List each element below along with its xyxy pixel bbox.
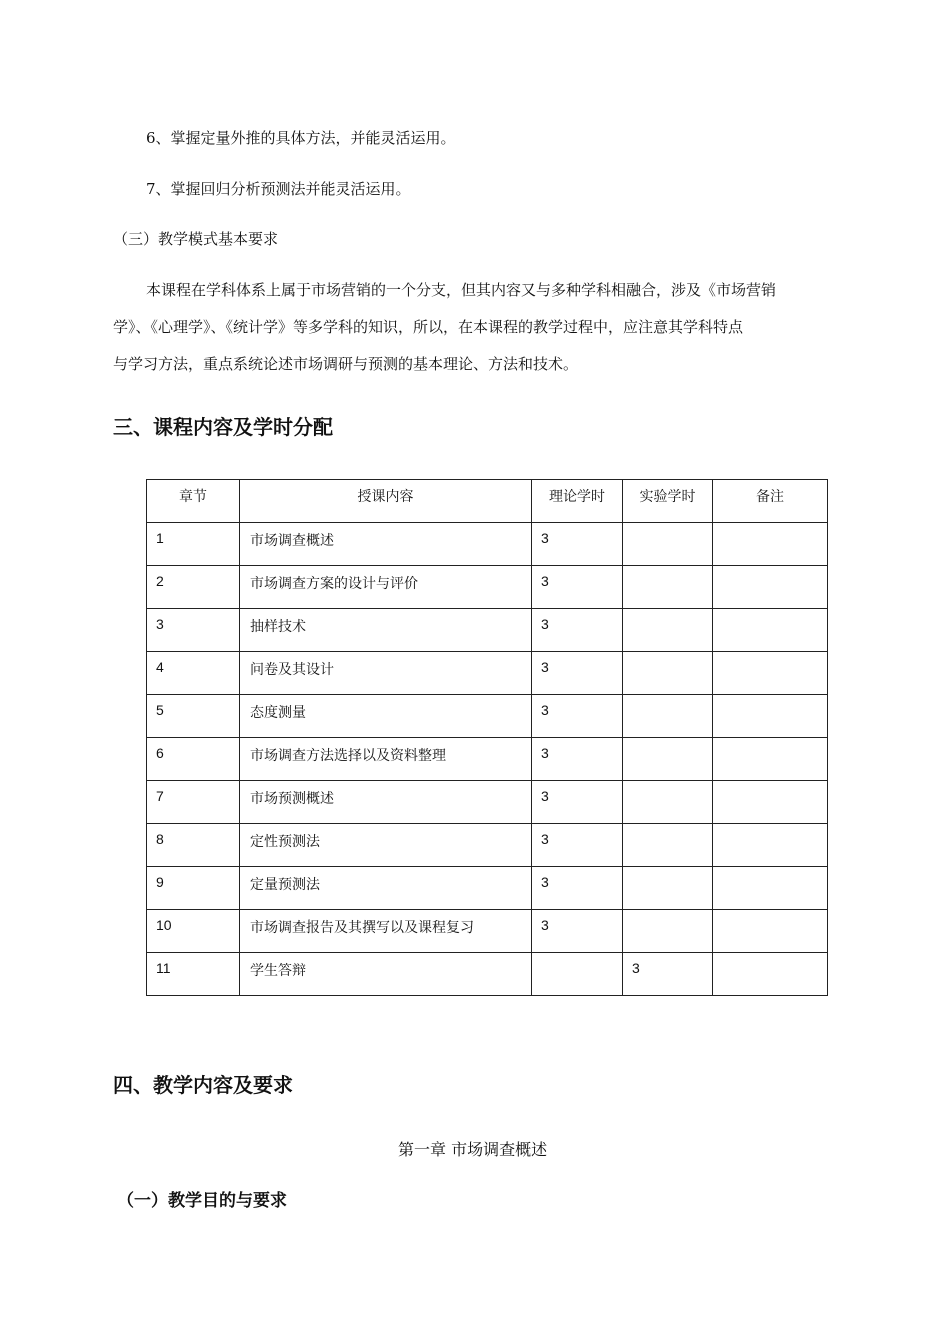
teaching-mode-paragraph-line-1: 本课程在学科体系上属于市场营销的一个分支，但其内容又与多种学科相融合，涉及《市场营销 [146, 281, 777, 299]
cell-theory-hours: 3 [532, 566, 623, 609]
cell-notes [713, 867, 828, 910]
cell-chapter: 5 [147, 695, 240, 738]
cell-lab-hours: 3 [623, 953, 713, 996]
cell-lab-hours [623, 609, 713, 652]
cell-lab-hours [623, 566, 713, 609]
header-lab-hours: 实验学时 [623, 480, 713, 523]
cell-chapter: 3 [147, 609, 240, 652]
cell-chapter: 9 [147, 867, 240, 910]
table-row [147, 824, 828, 867]
cell-chapter: 8 [147, 824, 240, 867]
objective-item-6: 6、掌握定量外推的具体方法，并能灵活运用。 [146, 129, 456, 147]
cell-theory-hours: 3 [532, 609, 623, 652]
cell-chapter: 6 [147, 738, 240, 781]
teaching-objectives-subheading: （一）教学目的与要求 [117, 1191, 287, 1211]
table-row [147, 523, 828, 566]
teaching-mode-paragraph-line-2: 学》、《心理学》、《统计学》等多学科的知识，所以，在本课程的教学过程中，应注意其学科特点 [113, 318, 744, 336]
table-row [147, 738, 828, 781]
header-theory-hours: 理论学时 [532, 480, 623, 523]
cell-lab-hours [623, 523, 713, 566]
cell-content: 市场调查概述 [240, 523, 532, 566]
chapter-1-title: 第一章 市场调查概述 [398, 1140, 548, 1159]
cell-content: 市场预测概述 [240, 781, 532, 824]
cell-notes [713, 609, 828, 652]
cell-lab-hours [623, 867, 713, 910]
table-header-row [147, 480, 828, 523]
cell-lab-hours [623, 910, 713, 953]
cell-theory-hours: 3 [532, 910, 623, 953]
cell-notes [713, 781, 828, 824]
cell-notes [713, 695, 828, 738]
cell-notes [713, 652, 828, 695]
cell-lab-hours [623, 824, 713, 867]
cell-theory-hours: 3 [532, 781, 623, 824]
cell-theory-hours: 3 [532, 652, 623, 695]
cell-content: 定性预测法 [240, 824, 532, 867]
header-notes: 备注 [713, 480, 828, 523]
cell-theory-hours: 3 [532, 738, 623, 781]
cell-lab-hours [623, 695, 713, 738]
teaching-mode-heading: （三）教学模式基本要求 [113, 230, 279, 248]
cell-theory-hours: 3 [532, 695, 623, 738]
cell-chapter: 7 [147, 781, 240, 824]
cell-content: 学生答辩 [240, 953, 532, 996]
table-row [147, 953, 828, 996]
header-chapter: 章节 [147, 480, 240, 523]
section-4-heading: 四、教学内容及要求 [113, 1073, 293, 1097]
cell-content: 态度测量 [240, 695, 532, 738]
cell-theory-hours: 3 [532, 824, 623, 867]
course-schedule-table [146, 479, 828, 996]
table-row [147, 566, 828, 609]
table-row [147, 781, 828, 824]
cell-chapter: 10 [147, 910, 240, 953]
cell-chapter: 11 [147, 953, 240, 996]
cell-content: 问卷及其设计 [240, 652, 532, 695]
teaching-mode-paragraph-line-3: 与学习方法，重点系统论述市场调研与预测的基本理论、方法和技术。 [113, 355, 579, 373]
cell-chapter: 4 [147, 652, 240, 695]
table-row [147, 695, 828, 738]
cell-lab-hours [623, 738, 713, 781]
cell-content: 定量预测法 [240, 867, 532, 910]
table-row [147, 609, 828, 652]
cell-lab-hours [623, 781, 713, 824]
cell-content: 抽样技术 [240, 609, 532, 652]
header-content: 授课内容 [240, 480, 532, 523]
table-row [147, 910, 828, 953]
cell-chapter: 1 [147, 523, 240, 566]
cell-lab-hours [623, 652, 713, 695]
table-row [147, 652, 828, 695]
cell-theory-hours: 3 [532, 523, 623, 566]
cell-theory-hours: 3 [532, 867, 623, 910]
cell-notes [713, 910, 828, 953]
cell-notes [713, 523, 828, 566]
cell-content: 市场调查方法选择以及资料整理 [240, 738, 532, 781]
cell-notes [713, 566, 828, 609]
objective-item-7: 7、掌握回归分析预测法并能灵活运用。 [146, 180, 411, 198]
section-3-heading: 三、课程内容及学时分配 [113, 415, 333, 439]
table-row [147, 867, 828, 910]
cell-content: 市场调查方案的设计与评价 [240, 566, 532, 609]
cell-content: 市场调查报告及其撰写以及课程复习 [240, 910, 532, 953]
cell-theory-hours [532, 953, 623, 996]
cell-notes [713, 824, 828, 867]
cell-notes [713, 953, 828, 996]
cell-notes [713, 738, 828, 781]
cell-chapter: 2 [147, 566, 240, 609]
